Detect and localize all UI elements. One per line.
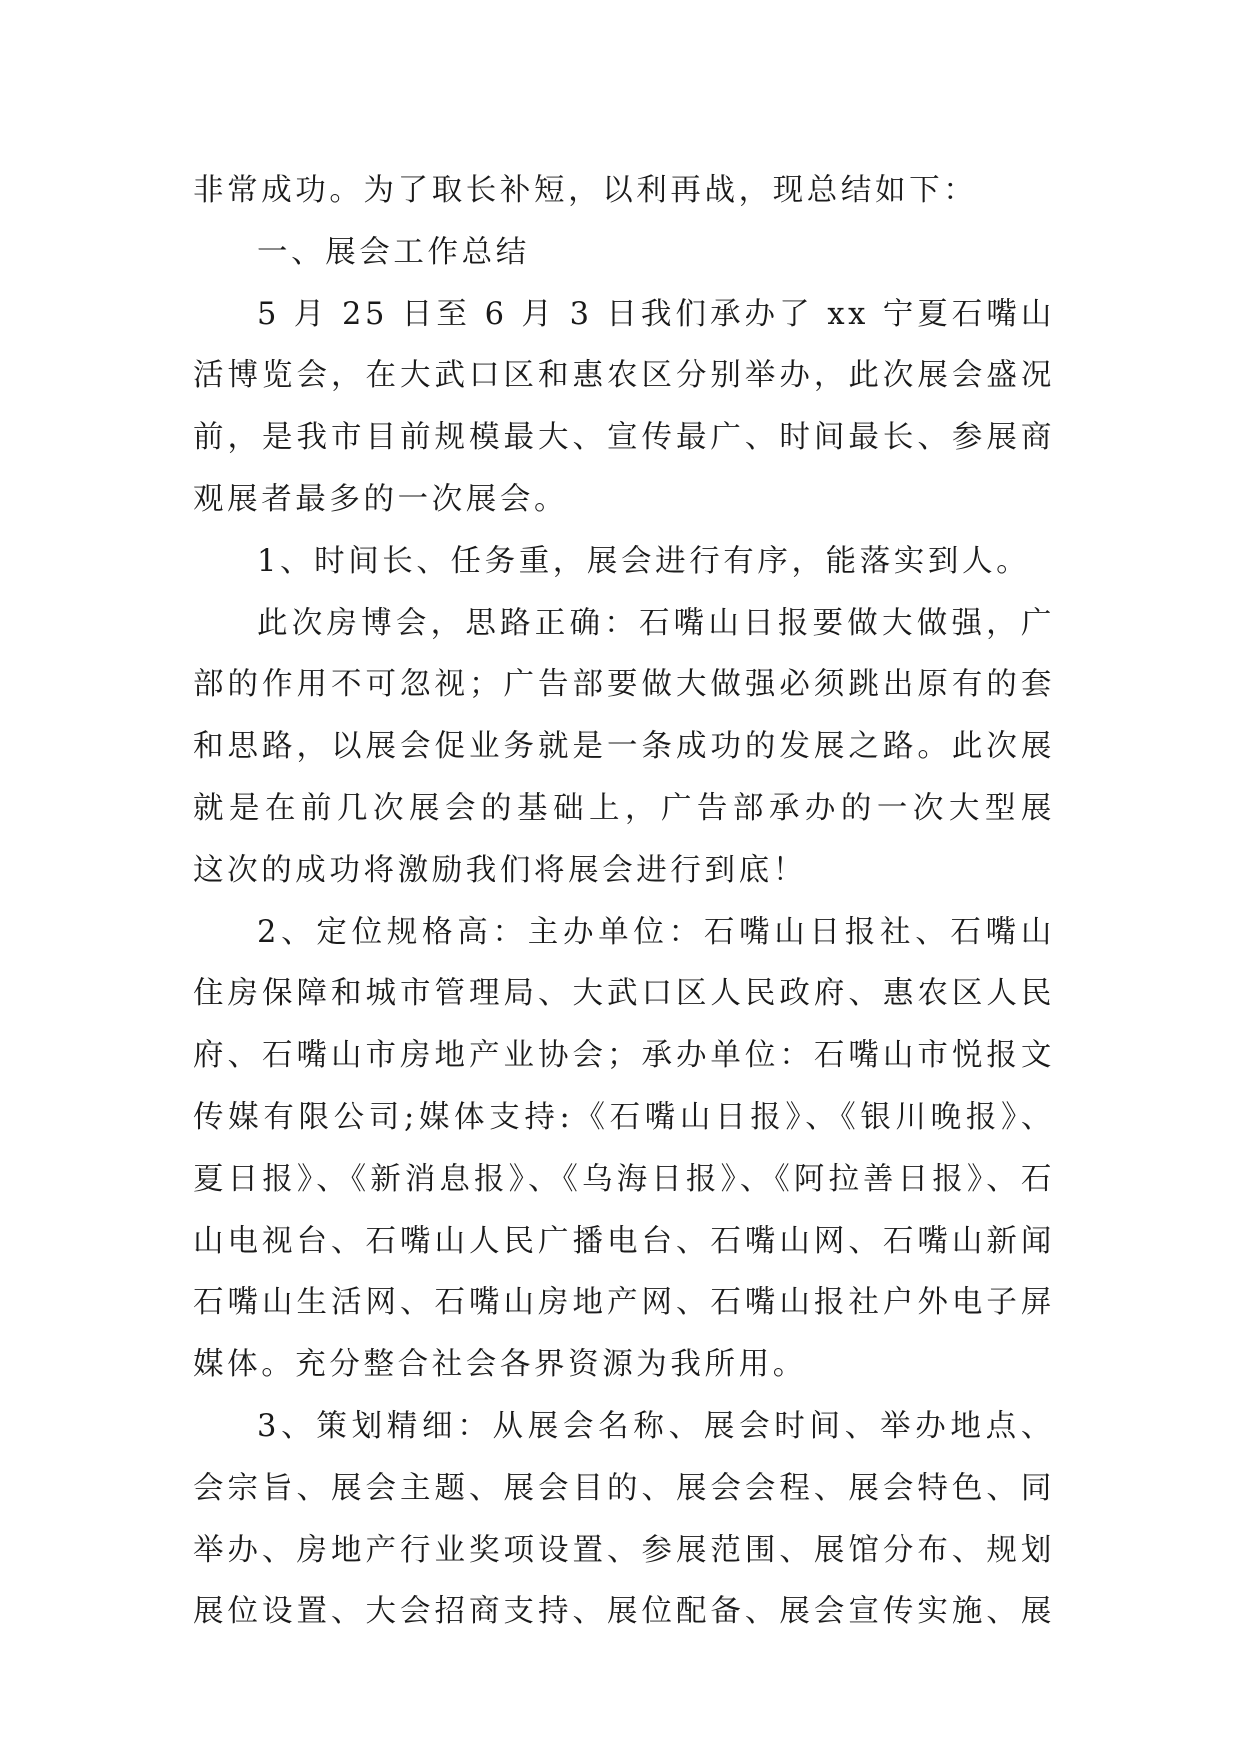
text-line: 和思路，以展会促业务就是一条成功的发展之路。此次展 bbox=[193, 729, 1055, 765]
text-line: 5 月 25 日至 6 月 3 日我们承办了 xx 宁夏石嘴山 bbox=[257, 296, 1055, 332]
text-line: 这次的成功将激励我们将展会进行到底！ bbox=[193, 852, 807, 888]
text-line: 山电视台、石嘴山人民广播电台、石嘴山网、石嘴山新闻 bbox=[193, 1223, 1055, 1259]
text-line: 活博览会，在大武口区和惠农区分别举办，此次展会盛况 bbox=[193, 358, 1055, 394]
text-line: 住房保障和城市管理局、大武口区人民政府、惠农区人民 bbox=[193, 976, 1055, 1012]
text-line: 一、展会工作总结 bbox=[257, 234, 530, 270]
text-line: 传媒有限公司;媒体支持:《石嘴山日报》、《银川晚报》、 bbox=[193, 1099, 1055, 1135]
text-line: 1、时间长、任务重，展会进行有序，能落实到人。 bbox=[257, 543, 1031, 579]
text-line: 媒体。充分整合社会各界资源为我所用。 bbox=[193, 1347, 807, 1383]
text-line: 就是在前几次展会的基础上，广告部承办的一次大型展 bbox=[193, 790, 1055, 826]
text-line: 2、定位规格高：主办单位：石嘴山日报社、石嘴山 bbox=[257, 914, 1055, 950]
text-line: 夏日报》、《新消息报》、《乌海日报》、《阿拉善日报》、石 bbox=[193, 1161, 1055, 1197]
text-line: 部的作用不可忽视；广告部要做大做强必须跳出原有的套 bbox=[193, 667, 1055, 703]
text-line: 此次房博会，思路正确：石嘴山日报要做大做强，广 bbox=[257, 605, 1055, 641]
document-body bbox=[193, 160, 1055, 1643]
text-line: 展位设置、大会招商支持、展位配备、展会宣传实施、展 bbox=[193, 1594, 1055, 1630]
text-line: 观展者最多的一次展会。 bbox=[193, 481, 569, 517]
text-line: 前，是我市目前规模最大、宣传最广、时间最长、参展商 bbox=[193, 420, 1055, 456]
text-line: 举办、房地产行业奖项设置、参展范围、展馆分布、规划 bbox=[193, 1532, 1055, 1568]
text-line: 石嘴山生活网、石嘴山房地产网、石嘴山报社户外电子屏 bbox=[193, 1285, 1055, 1321]
text-line: 3、策划精细：从展会名称、展会时间、举办地点、 bbox=[257, 1408, 1055, 1444]
text-line: 非常成功。为了取长补短，以利再战，现总结如下： bbox=[193, 173, 978, 208]
text-line: 府、石嘴山市房地产业协会；承办单位：石嘴山市悦报文 bbox=[193, 1038, 1055, 1074]
text-line: 会宗旨、展会主题、展会目的、展会会程、展会特色、同 bbox=[193, 1470, 1055, 1506]
